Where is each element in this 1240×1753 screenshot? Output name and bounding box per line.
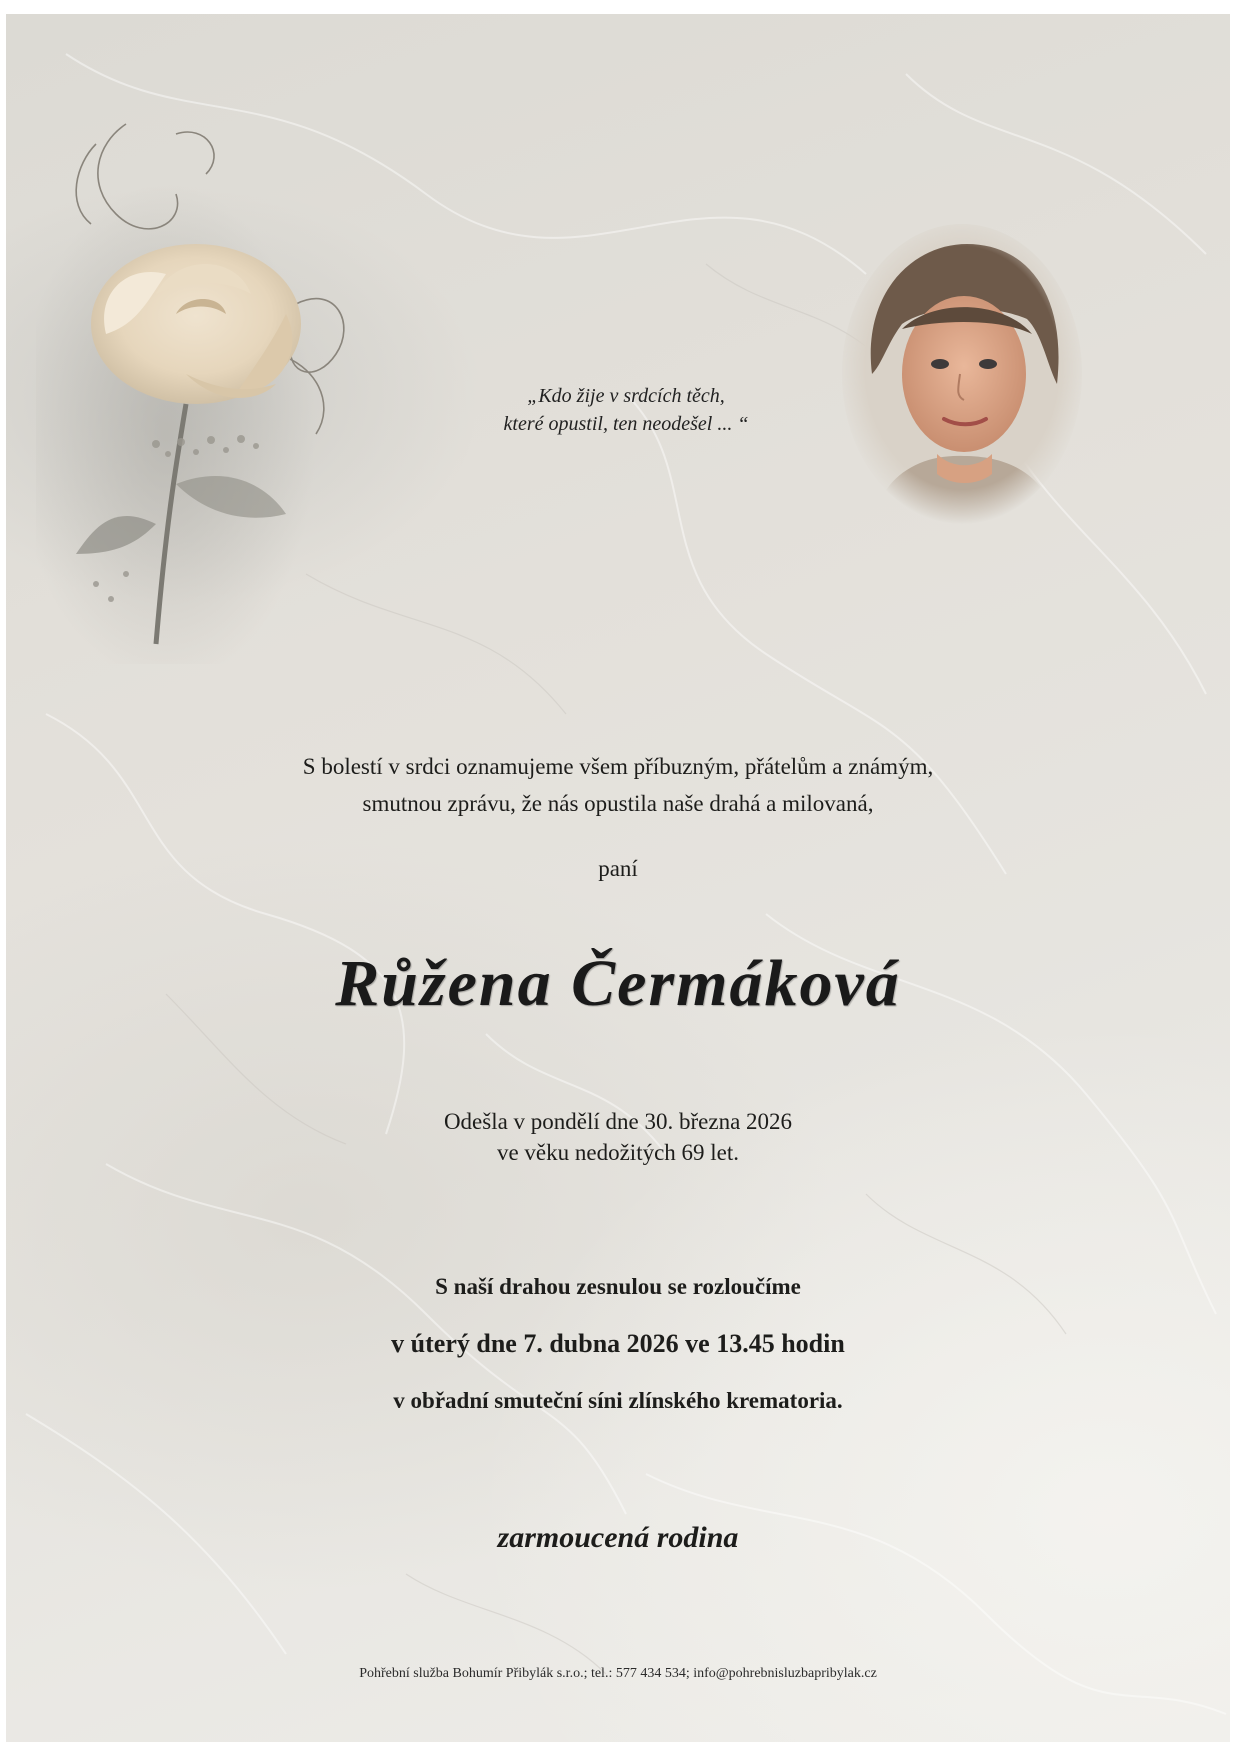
obituary-card <box>6 14 1230 1742</box>
quote-line-2: které opustil, ten neodešel ... “ <box>503 413 749 435</box>
funeral-service-footer: Pohřební služba Bohumír Přibylák s.r.o.; tel.: 577 434 534; info@pohrebnisluzbapribylak.cz <box>359 1666 877 1681</box>
death-date-line: Odešla v pondělí dne 30. března 2026 <box>443 1109 793 1134</box>
memorial-quote <box>406 382 846 438</box>
quote-line-1: „Kdo žije v srdcích těch, <box>527 385 725 407</box>
deceased-name: Růžena Čermáková <box>335 947 901 1020</box>
death-age-line: ve věku nedožitých 69 let. <box>496 1140 740 1165</box>
honorific-title: paní <box>598 856 638 881</box>
funeral-location: v obřadní smuteční síni zlínského krematoria. <box>393 1388 843 1413</box>
announcement-line-2: smutnou zprávu, že nás opustila naše drahá a milovaná, <box>362 791 874 816</box>
rose-image <box>36 104 376 664</box>
funeral-date-time: v úterý dne 7. dubna 2026 ve 13.45 hodin <box>391 1329 845 1358</box>
portrait-photo <box>842 224 1082 524</box>
announcement-line-1: S bolestí v srdci oznamujeme všem příbuzným, přátelům a známým, <box>302 754 934 779</box>
death-details <box>6 1106 1230 1168</box>
funeral-intro: S naší drahou zesnulou se rozloučíme <box>435 1274 801 1299</box>
family-signature: zarmoucená rodina <box>497 1521 739 1554</box>
announcement-text <box>6 748 1230 822</box>
